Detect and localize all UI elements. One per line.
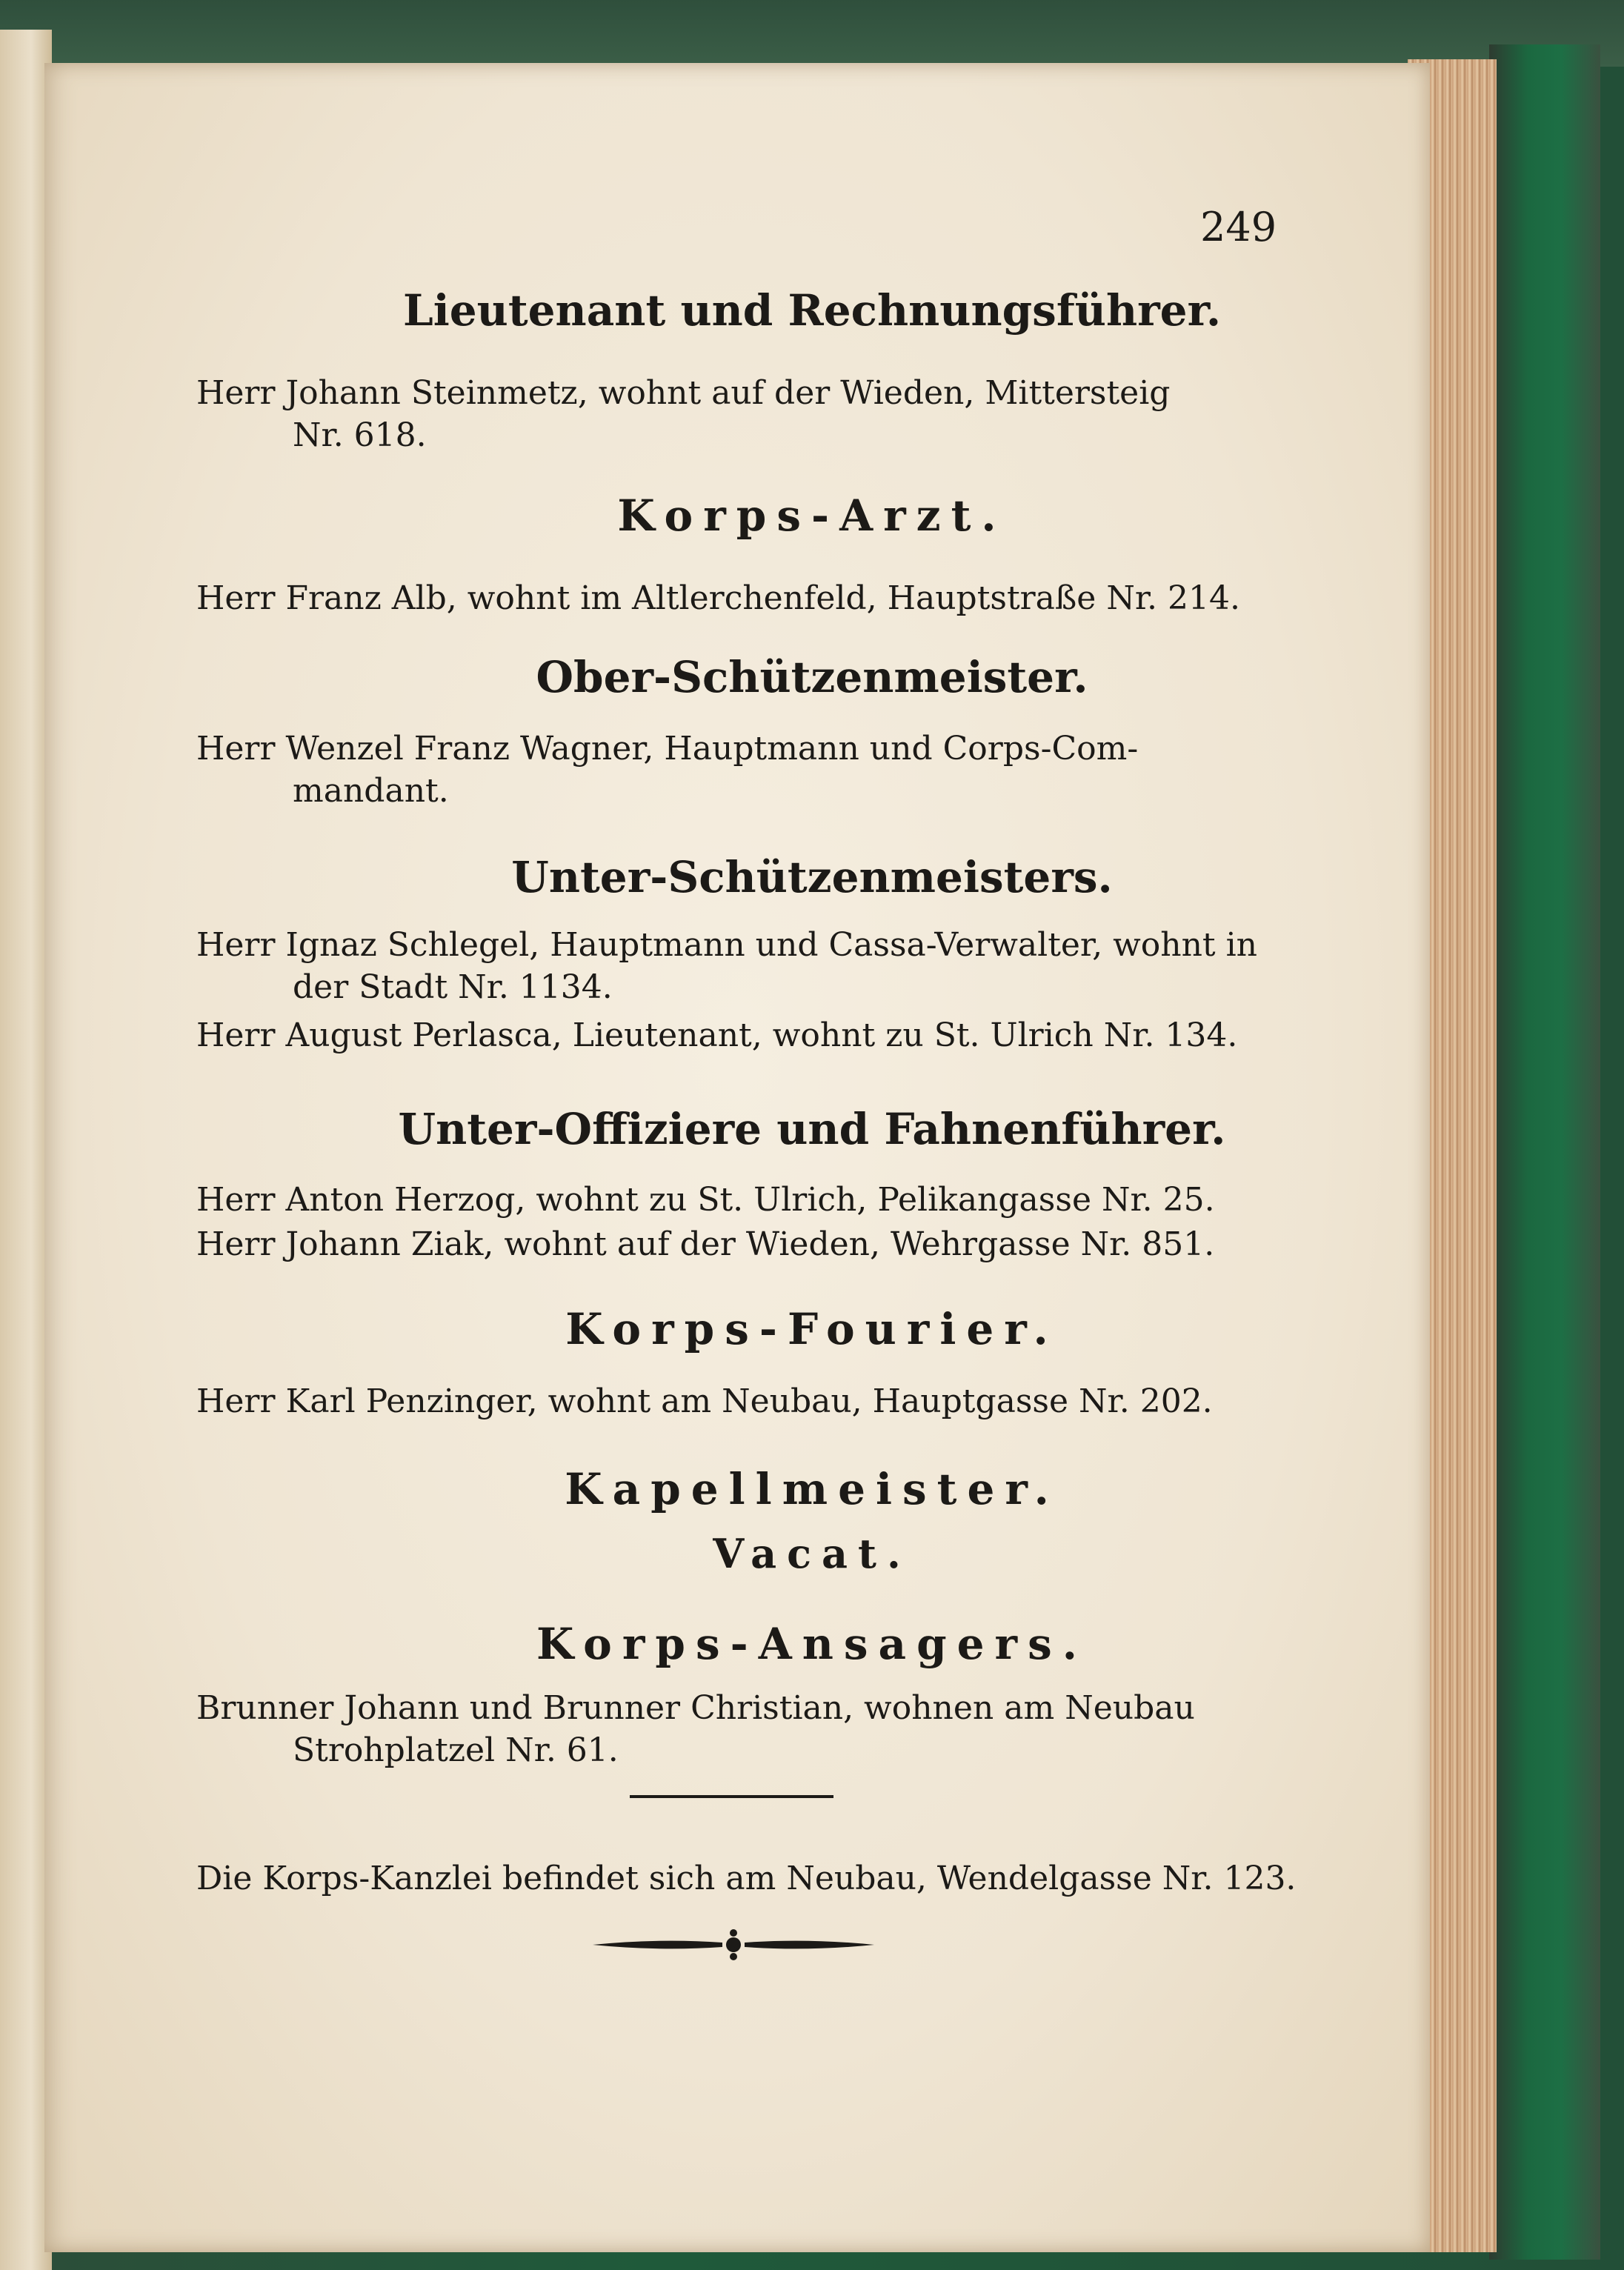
entry-line: Herr August Perlasca, Lieutenant, wohnt zu St. Ulrich Nr. 134. [196,1016,1238,1054]
section-heading-unter-offiziere: Unter-Offiziere und Fahnenführer. [398,1104,1226,1154]
entry-line: Herr Johann Steinmetz, wohnt auf der Wieden, Mittersteig [196,374,1171,412]
section-heading-kapellmeister: Kapellmeister. [565,1464,1059,1514]
entry-line: Herr Franz Alb, wohnt im Altlerchenfeld, Hauptstraße Nr. 214. [196,579,1240,617]
section-heading-korps-fourier: Korps-Fourier. [565,1304,1059,1354]
footer-note: Die Korps-Kanzlei befindet sich am Neubau, Wendelgasse Nr. 123. [196,1860,1297,1897]
entry-line: der Stadt Nr. 1134. [293,968,613,1006]
entry-line: Herr Ignaz Schlegel, Hauptmann und Cassa-Verwalter, wohnt in [196,926,1257,964]
entry-line: Nr. 618. [293,416,427,454]
ornament-divider-icon [585,1926,882,1963]
section-heading-korps-arzt: Korps-Arzt. [617,490,1007,541]
entry-line: Herr Johann Ziak, wohnt auf der Wieden, Wehrgasse Nr. 851. [196,1225,1215,1263]
entry-line: mandant. [293,772,449,810]
section-heading-korps-ansagers: Korps-Ansagers. [536,1619,1088,1669]
vacat-text: Vacat. [713,1530,911,1577]
entry-line: Herr Anton Herzog, wohnt zu St. Ulrich, Pelikangasse Nr. 25. [196,1181,1215,1219]
section-heading-lieutenant: Lieutenant und Rechnungsführer. [402,285,1222,336]
cover-top-edge [0,0,1624,67]
separator-line [630,1795,833,1798]
page-number: 249 [1200,204,1277,250]
entry-line: Herr Wenzel Franz Wagner, Hauptmann und Corps-Com- [196,730,1139,768]
entry-line: Strohplatzel Nr. 61. [293,1731,619,1769]
entry-line: Brunner Johann und Brunner Christian, wohnen am Neubau [196,1689,1195,1727]
section-heading-unter-schuetzenmeisters: Unter-Schützenmeisters. [511,852,1113,902]
entry-line: Herr Karl Penzinger, wohnt am Neubau, Hauptgasse Nr. 202. [196,1382,1213,1420]
section-heading-ober-schuetzenmeister: Ober-Schützenmeister. [536,652,1088,702]
